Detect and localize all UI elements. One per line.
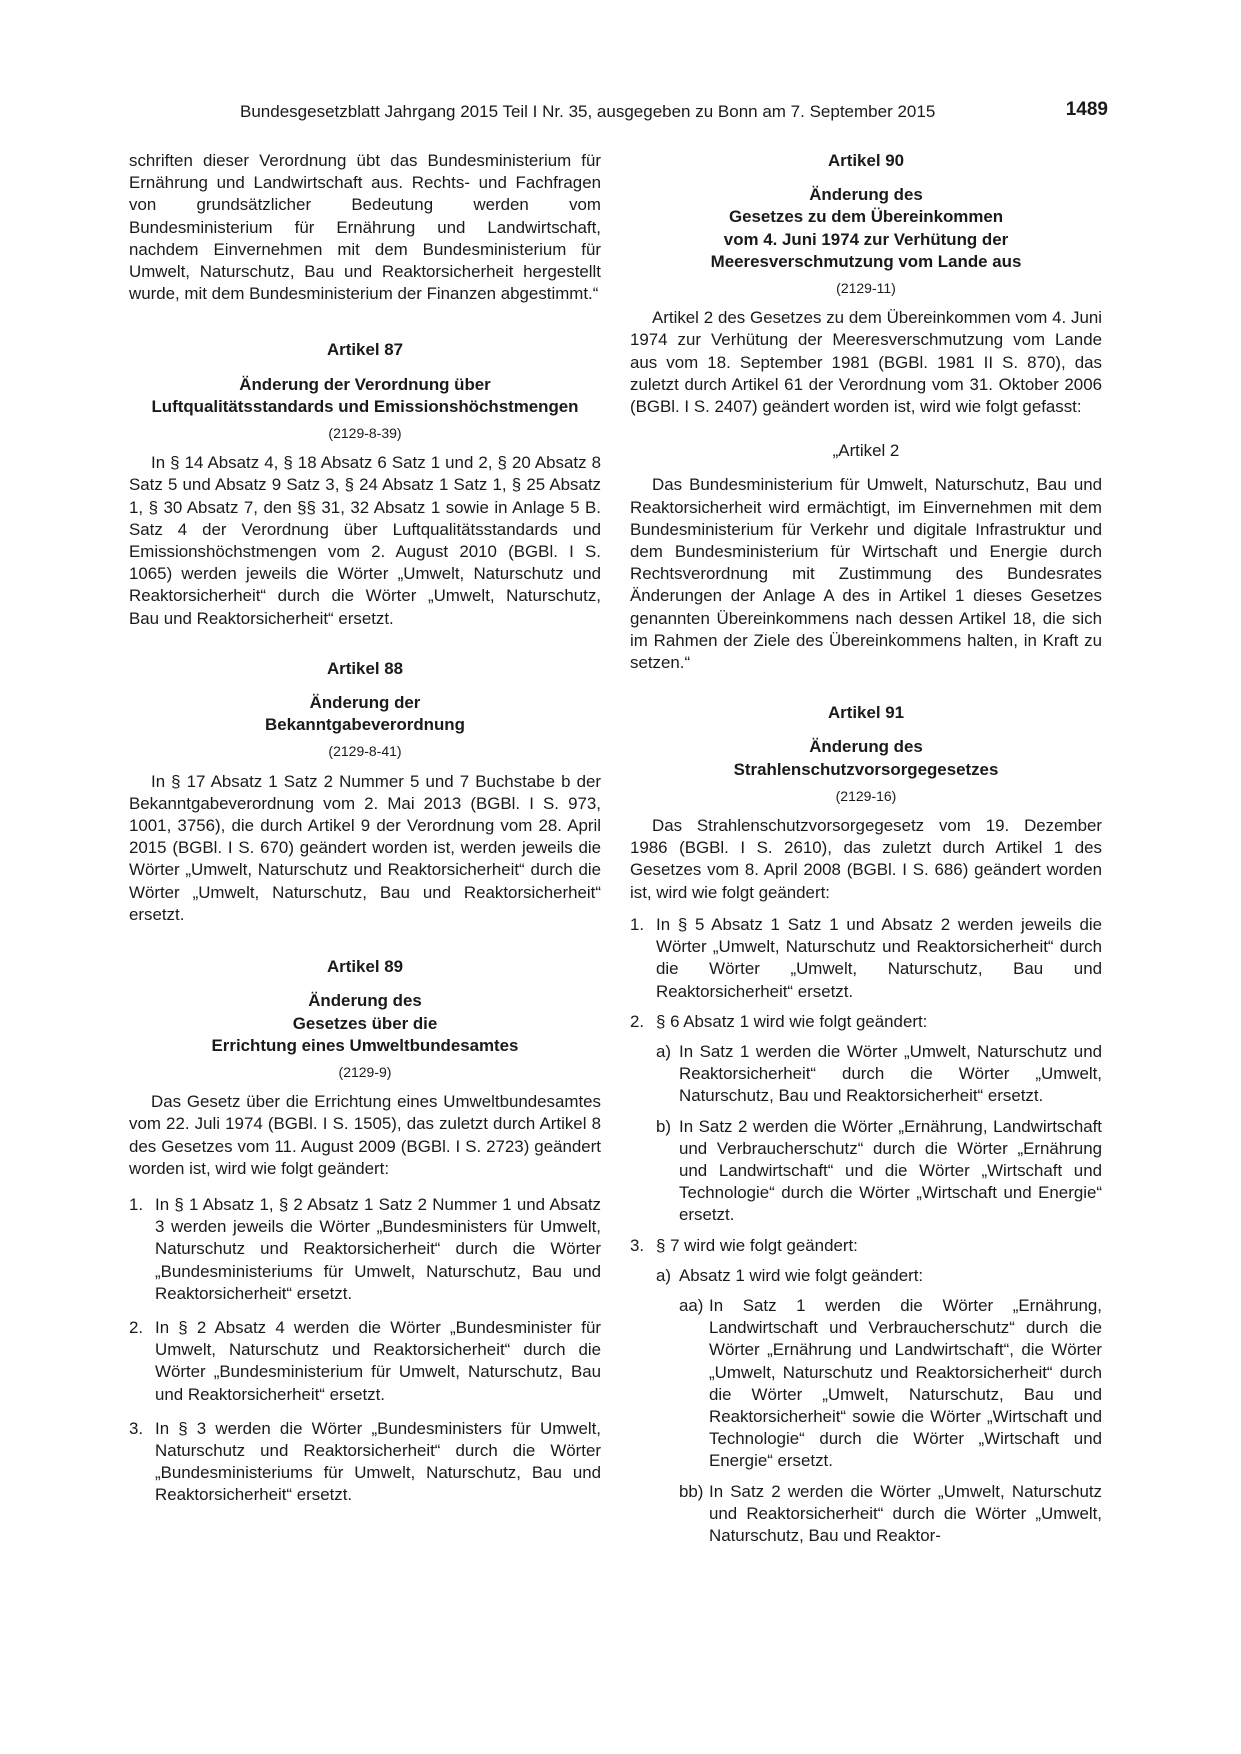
sub-list-item: [630, 1041, 1102, 1108]
sub-sub-list-item: [630, 1481, 1102, 1548]
item-number: 2.: [129, 1317, 144, 1337]
article-89-code: (2129-9): [338, 1063, 392, 1080]
article-title-line: vom 4. Juni 1974 zur Verhütung der: [723, 229, 1009, 249]
item-text: In § 3 werden die Wörter „Bundesministers für Umwelt, Naturschutz und Reaktorsicherheit“ durch die Wörter „Bundesministeriums für Umwelt, Naturschutz, Bau und Reaktorsicherheit“ ersetzt.: [155, 1418, 601, 1505]
list-item: [630, 914, 1102, 1003]
item-text: In Satz 2 werden die Wörter „Umwelt, Naturschutz und Reaktorsicherheit“ durch die Wörter „Umwelt, Naturschutz, Bau und Reaktor-: [709, 1481, 1102, 1545]
article-90-text: Artikel 2 des Gesetzes zu dem Übereinkommen vom 4. Juni 1974 zur Verhütung der Meeresverschmutzung vom Lande aus vom 18. September 1981 (BGBl. 1981 II S. 870), das zuletzt durch Artikel 61 der Verordnung vom 31. Oktober 2006 (BGBl. I S. 2407) geändert worden ist, wird wie folgt gefasst:: [630, 308, 1102, 417]
article-91-code: (2129-16): [835, 787, 897, 804]
quoted-article-text: Das Bundesministerium für Umwelt, Naturschutz, Bau und Reaktorsicherheit wird ermächtigt, im Einvernehmen mit dem Bundesministerium für Verkehr und digitale Infrastruktur und dem Bundesministerium für Wirtschaft und Energie durch Rechtsverordnung mit Zustimmung des Bundesrates Änderungen der Anlage A des in Artikel 1 dieses Gesetzes genannten Übereinkommens nach dessen Artikel 18, die sich im Rahmen der Ziele des Übereinkommens halten, in Kraft zu setzen.“: [630, 475, 1102, 673]
sub-list-item: [630, 1265, 1102, 1287]
item-text: Absatz 1 wird wie folgt geändert:: [679, 1265, 924, 1285]
article-88-text: In § 17 Absatz 1 Satz 2 Nummer 5 und 7 Buchstabe b der Bekanntgabeverordnung vom 2. Mai 2013 (BGBl. I S. 973, 1001, 3756), die durch Artikel 9 der Verordnung vom 28. April 2015 (BGBl. I S. 670) geändert worden ist, werden jeweils die Wörter „Umwelt, Naturschutz und Reaktorsicherheit“ durch die Wörter „Umwelt, Naturschutz, Bau und Reaktorsicherheit“ ersetzt.: [129, 771, 601, 924]
item-number: aa): [679, 1295, 704, 1315]
item-number: 3.: [630, 1235, 645, 1255]
item-number: 2.: [630, 1011, 645, 1031]
article-title-line: Meeresverschmutzung vom Lande aus: [710, 251, 1022, 271]
item-number: b): [656, 1116, 672, 1136]
article-title-line: Gesetzes zu dem Übereinkommen: [728, 207, 1004, 227]
list-item: [630, 1011, 1102, 1033]
gazette-title: Bundesgesetzblatt Jahrgang 2015 Teil I Nr. 35, ausgegeben zu Bonn am 7. September 2015: [240, 102, 936, 121]
item-text: § 7 wird wie folgt geändert:: [656, 1235, 858, 1255]
quoted-article-heading: „Artikel 2: [832, 441, 900, 461]
list-item: [129, 1317, 601, 1406]
article-title-line: Änderung der Verordnung über: [239, 374, 491, 394]
article-89-title: [129, 990, 601, 1057]
article-91-text: Das Strahlenschutzvorsorgegesetz vom 19. Dezember 1986 (BGBl. I S. 2610), das zuletzt durch Artikel 1 des Gesetzes vom 8. April 2008 (BGBl. I S. 686) geändert worden ist, wird wie folgt geändert:: [630, 816, 1102, 902]
page-header: [240, 99, 1108, 126]
article-90-code: (2129-11): [836, 280, 896, 297]
article-88-code: (2129-8-41): [328, 743, 402, 760]
article-88-title: [129, 692, 601, 736]
article-title-line: Bekanntgabeverordnung: [265, 715, 465, 735]
article-title-line: Änderung des: [308, 991, 422, 1011]
page-number: 1489: [1065, 99, 1108, 120]
item-number: 1.: [129, 1194, 144, 1214]
article-title-line: Gesetzes über die: [292, 1013, 438, 1033]
article-title-line: Änderung des: [809, 185, 923, 205]
sub-sub-list-item: [630, 1295, 1102, 1473]
article-87-heading: Artikel 87: [326, 340, 404, 360]
article-87-text: In § 14 Absatz 4, § 18 Absatz 6 Satz 1 und 2, § 20 Absatz 8 Satz 5 und Absatz 9 Satz 3, § 24 Absatz 1 Satz 1, § 25 Absatz 1, § 30 Absatz 7, den §§ 31, 32 Absatz 1 sowie in Anlage 5 B. Satz 4 der Verordnung über Luftqualitätsstandards und Emissionshöchstmengen vom 2. August 2010 (BGBl. I S. 1065) werden jeweils die Wörter „Umwelt, Naturschutz und Reaktorsicherheit“ durch die Wörter „Umwelt, Naturschutz, Bau und Reaktorsicherheit“ ersetzt.: [129, 453, 601, 628]
left-column: [129, 150, 601, 1507]
article-91-list: [630, 914, 1102, 1547]
article-87-title: [129, 374, 601, 418]
item-text: In Satz 1 werden die Wörter „Ernährung, Landwirtschaft und Verbraucherschutz“ durch die Wörter „Ernährung und Landwirtschaft“, die Wörter „Umwelt, Naturschutz und Reaktorsicherheit“ durch die Wörter „Umwelt, Naturschutz, Bau und Reaktorsicherheit“ sowie die Wörter „Wirtschaft und Technologie“ durch die Wörter „Wirtschaft und Energie“ ersetzt.: [709, 1295, 1102, 1471]
article-87-code: (2129-8-39): [328, 425, 402, 442]
article-title-line: Luftqualitätsstandards und Emissionshöchstmengen: [151, 396, 579, 416]
article-89-text: Das Gesetz über die Errichtung eines Umweltbundesamtes vom 22. Juli 1974 (BGBl. I S. 1505), das zuletzt durch Artikel 8 des Gesetzes vom 11. August 2009 (BGBl. I S. 2723) geändert worden ist, wird wie folgt geändert:: [129, 1092, 601, 1178]
list-item: [630, 1235, 1102, 1257]
item-number: a): [656, 1041, 672, 1061]
right-column: [630, 150, 1102, 1547]
item-text: In Satz 1 werden die Wörter „Umwelt, Naturschutz und Reaktorsicherheit“ durch die Wörter „Umwelt, Naturschutz, Bau und Reaktorsicherheit“ ersetzt.: [679, 1041, 1102, 1106]
item-text: § 6 Absatz 1 wird wie folgt geändert:: [656, 1011, 928, 1031]
item-text: In § 2 Absatz 4 werden die Wörter „Bundesminister für Umwelt, Naturschutz und Reaktorsicherheit“ durch die Wörter „Bundesministerium für Umwelt, Naturschutz, Bau und Reaktorsicherheit“ ersetzt.: [155, 1317, 601, 1404]
item-number: 1.: [630, 914, 645, 934]
article-89-heading: Artikel 89: [326, 957, 404, 977]
article-88-heading: Artikel 88: [326, 658, 404, 678]
continuation-paragraph: schriften dieser Verordnung übt das Bundesministerium für Ernährung und Landwirtschaft aus. Rechts- und Fachfragen von grundsätzlicher Bedeutung werden vom Bundesministerium für Ernährung und Landwirtschaft, nachdem Einvernehmen mit dem Bundesministerium für Umwelt, Naturschutz, Bau und Reaktorsicherheit hergestellt wurde, mit dem Bundesministerium der Finanzen abgestimmt.“: [129, 151, 601, 304]
article-title-line: Änderung der: [309, 693, 421, 713]
item-number: bb): [679, 1481, 704, 1501]
article-90-heading: Artikel 90: [827, 151, 905, 170]
item-text: In § 5 Absatz 1 Satz 1 und Absatz 2 werden jeweils die Wörter „Umwelt, Naturschutz und Reaktorsicherheit“ durch die Wörter „Umwelt, Naturschutz, Bau und Reaktorsicherheit“ ersetzt.: [656, 914, 1102, 1001]
article-91-title: [630, 736, 1102, 780]
item-number: a): [656, 1265, 672, 1285]
article-90-title: [630, 184, 1102, 273]
article-91-heading: Artikel 91: [827, 703, 905, 723]
item-text: In Satz 2 werden die Wörter „Ernährung, Landwirtschaft und Verbraucherschutz“ durch die Wörter „Ernährung und Landwirtschaft“ und die Wörter „Wirtschaft und Technologie“ durch die Wörter „Wirtschaft und Energie“ ersetzt.: [679, 1116, 1102, 1225]
article-title-line: Änderung des: [809, 737, 923, 757]
item-text: In § 1 Absatz 1, § 2 Absatz 1 Satz 2 Nummer 1 und Absatz 3 werden jeweils die Wörter „Bundesministers für Umwelt, Naturschutz und Reaktorsicherheit“ durch die Wörter „Bundesministeriums für Umwelt, Naturschutz, Bau und Reaktorsicherheit“ ersetzt.: [155, 1194, 601, 1303]
article-title-line: Strahlenschutzvorsorgegesetzes: [733, 759, 999, 779]
item-number: 3.: [129, 1418, 144, 1438]
list-item: [129, 1194, 601, 1305]
article-title-line: Errichtung eines Umweltbundesamtes: [211, 1035, 519, 1055]
list-item: [129, 1418, 601, 1507]
sub-list-item: [630, 1116, 1102, 1227]
article-89-list: [129, 1194, 601, 1507]
